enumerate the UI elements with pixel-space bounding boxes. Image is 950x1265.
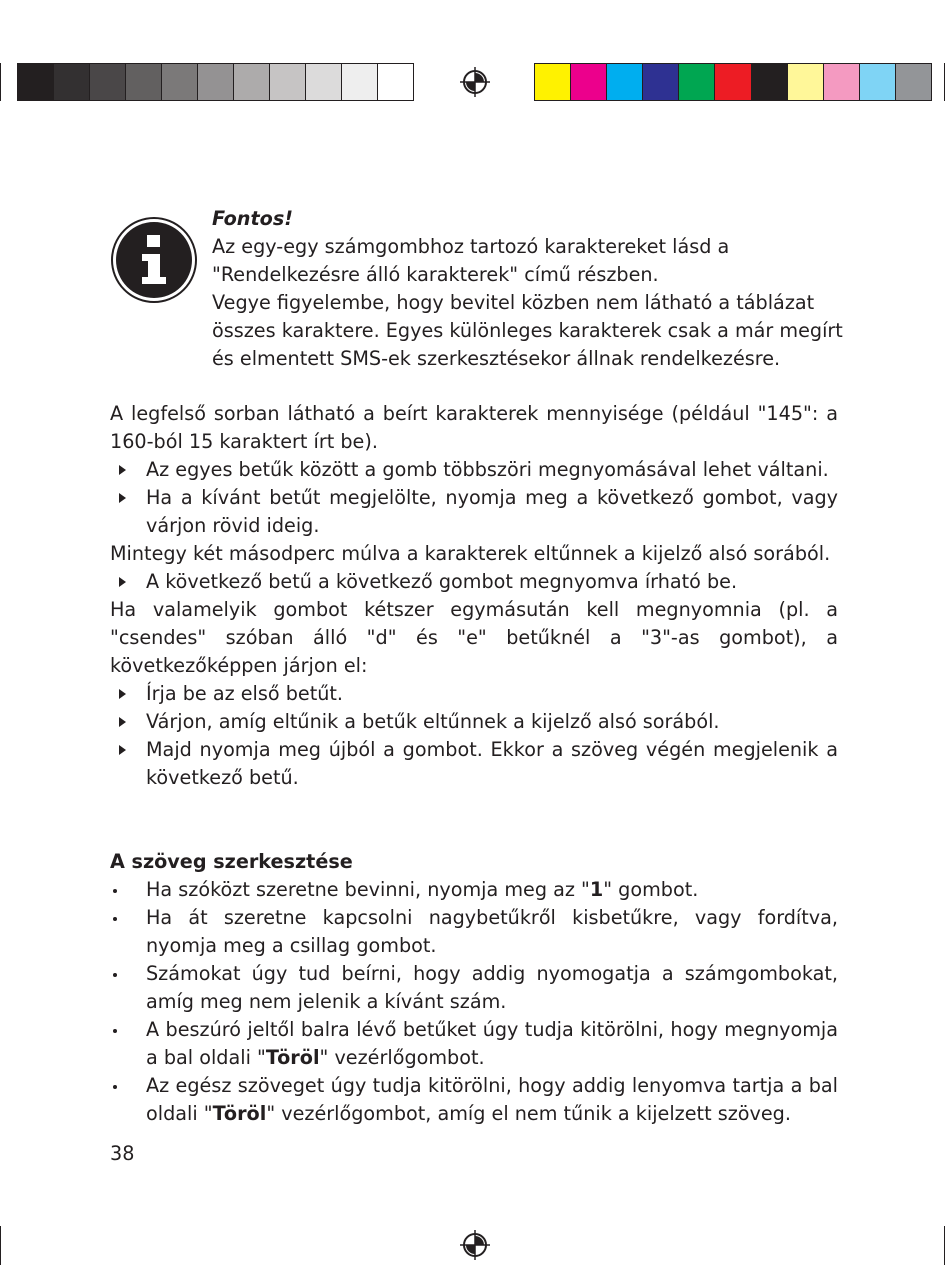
gray-swatch — [234, 64, 270, 100]
list-item — [110, 1072, 838, 1128]
crop-mark-bottom-right — [944, 1226, 945, 1265]
color-swatch — [679, 64, 715, 100]
important-note — [212, 205, 852, 373]
note-line: összes karaktere. Egyes különleges karakterek csak a már megírt — [212, 319, 843, 342]
gray-swatch — [198, 64, 234, 100]
note-line: "Rendelkezésre álló karakterek" című részben. — [212, 263, 659, 286]
crop-mark-bottom-left — [0, 1226, 1, 1265]
color-swatch — [752, 64, 788, 100]
list-item — [110, 876, 838, 904]
color-swatch — [535, 64, 571, 100]
item-text: Ha át szeretne kapcsolni nagybetűkről kisbetűkre, vagy fordítva, nyomja meg a csillag gombot. — [146, 906, 838, 957]
color-swatch — [788, 64, 824, 100]
gray-swatch — [54, 64, 90, 100]
list-item: Az egyes betűk között a gomb többszöri megnyomásával lehet váltani. — [110, 456, 838, 484]
main-content — [110, 400, 838, 1128]
gray-swatch — [306, 64, 342, 100]
gray-swatch — [162, 64, 198, 100]
item-text: " gombot. — [603, 878, 699, 901]
note-line: Vegye figyelembe, hogy bevitel közben nem látható a táblázat — [212, 291, 815, 314]
paragraph: Mintegy két másodperc múlva a karakterek eltűnnek a kijelző alsó sorából. — [110, 542, 831, 565]
item-text: Számokat úgy tud beírni, hogy addig nyomogatja a számgombokat, amíg meg nem jelenik a kívánt szám. — [146, 962, 838, 1013]
gray-swatch — [342, 64, 378, 100]
instruction-list — [110, 680, 838, 792]
color-swatch — [860, 64, 896, 100]
registration-mark-icon — [459, 66, 491, 98]
color-swatch — [643, 64, 679, 100]
process-color-calibration-bar — [534, 63, 932, 101]
color-swatch — [896, 64, 931, 100]
registration-mark-icon — [459, 1229, 491, 1261]
color-swatch — [571, 64, 607, 100]
gray-swatch — [378, 64, 413, 100]
paragraph: A legfelső sorban látható a beírt karakterek mennyisége (például "145": a 160-ból 15 karaktert írt be). — [110, 402, 838, 453]
color-swatch — [607, 64, 643, 100]
crop-mark-top-right — [944, 63, 945, 101]
page-number: 38 — [110, 1142, 135, 1165]
gray-swatch — [18, 64, 54, 100]
list-item — [110, 1016, 838, 1072]
item-text: " vezérlőgombot, amíg el nem tűnik a kijelzett szöveg. — [266, 1102, 791, 1125]
instruction-list — [110, 456, 838, 540]
grayscale-calibration-bar — [17, 63, 414, 101]
paragraph: Ha valamelyik gombot kétszer egymásután kell megnyomnia (pl. a "csendes" szóban álló "d" és "e" betűknél a "3"-as gombot), a következőképpen járjon el: — [110, 598, 838, 677]
list-item — [110, 960, 838, 1016]
item-text: " vezérlőgombot. — [319, 1046, 485, 1069]
list-item: A következő betű a következő gombot megnyomva írható be. — [110, 568, 838, 596]
color-swatch — [715, 64, 751, 100]
note-line: Az egy-egy számgombhoz tartozó karaktereket lásd a — [212, 235, 730, 258]
list-item: Várjon, amíg eltűnik a betűk eltűnnek a kijelző alsó sorából. — [110, 708, 838, 736]
instruction-list — [110, 568, 838, 596]
section-heading: A szöveg szerkesztése — [110, 850, 353, 873]
key-name: Töröl — [212, 1102, 267, 1125]
list-item: Írja be az első betűt. — [110, 680, 838, 708]
list-item: Majd nyomja meg újból a gombot. Ekkor a szöveg végén megjelenik a következő betű. — [110, 736, 838, 792]
gray-swatch — [90, 64, 126, 100]
gray-swatch — [270, 64, 306, 100]
list-item: Ha a kívánt betűt megjelölte, nyomja meg a következő gombot, vagy várjon rövid ideig. — [110, 484, 838, 540]
key-name: 1 — [589, 878, 604, 901]
item-text: A beszúró jeltől balra lévő betűket úgy tudja kitörölni, hogy megnyomja a bal oldali " — [146, 1018, 838, 1069]
gray-swatch — [126, 64, 162, 100]
item-text: Az egész szöveget úgy tudja kitörölni, hogy addig lenyomva tartja a bal oldali " — [146, 1074, 838, 1125]
list-item — [110, 904, 838, 960]
item-text: Ha szóközt szeretne bevinni, nyomja meg az " — [146, 878, 590, 901]
editing-list — [110, 876, 838, 1128]
color-swatch — [824, 64, 860, 100]
key-name: Töröl — [265, 1046, 320, 1069]
note-line: és elmentett SMS-ek szerkesztésekor állnak rendelkezésre. — [212, 347, 781, 370]
info-icon — [110, 216, 198, 304]
note-title: Fontos! — [212, 207, 293, 230]
crop-mark-top-left — [0, 63, 1, 101]
